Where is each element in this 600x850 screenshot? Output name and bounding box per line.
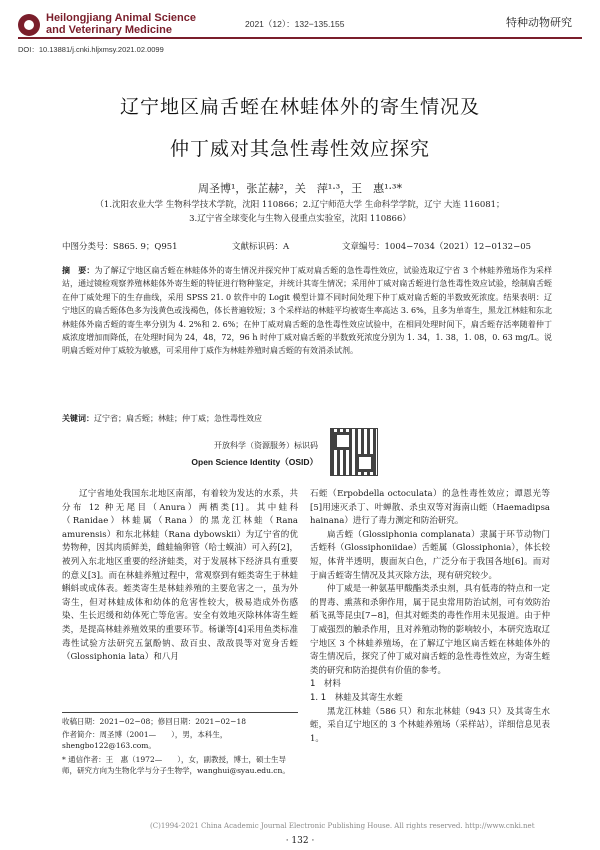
keywords-label: 关键词： bbox=[62, 413, 94, 423]
section-heading-1: 1 材料 bbox=[310, 679, 341, 690]
body-left-column bbox=[62, 488, 298, 665]
column-title: 特种动物研究 bbox=[506, 16, 572, 29]
article-number: 文章编号：1004−7034（2021）12−0132−05 bbox=[342, 242, 532, 252]
citation: 2021（12）：132−135.155 bbox=[245, 19, 345, 29]
abstract bbox=[62, 264, 552, 358]
keywords bbox=[62, 413, 552, 424]
affiliation-1: （1.沈阳农业大学 生物科学技术学院，沈阳 110866；2.辽宁师范大学 生命科学学院，辽宁 大连 116081； bbox=[95, 200, 505, 210]
page-number: · 132 · bbox=[285, 836, 315, 846]
abstract-label: 摘 要： bbox=[62, 265, 95, 275]
right-paragraph-3: 仲丁威是一种氨基甲酸酯类杀虫剂，具有低毒的特点和一定的胃毒、熏蒸和杀卵作用，属于昆虫常用防治试剂，可有效防治稻飞虱等昆虫[7−8]，但其对蛭类的毒性作用未见报道。由于仲丁威强烈的触杀作用，且对养殖动物的影响较小，本研究选取辽宁地区 3 个林蛙养殖场，在了解辽宁地区扁舌蛭在林蛙体外的寄生情况后，探究了仲丁威对扁舌蛭的急性毒性效应，为寄生蛭类的研究和防治提供有价值的参考。 bbox=[310, 584, 550, 676]
affiliation-2: 3.辽宁省全球变化与生物入侵重点实验室，沈阳 110866） bbox=[189, 214, 411, 224]
keywords-text: 辽宁省；扁舌蛭；林蛙；仲丁威；急性毒性效应 bbox=[94, 414, 262, 423]
header-rule bbox=[18, 37, 582, 39]
qr-code-icon[interactable] bbox=[330, 428, 378, 476]
right-paragraph-2: 扁舌蛭（Glossiphonia complanata）隶属于环节动物门舌蛭科（Glossiphoniidae）舌蛭属（Glossiphonia），体长较短，体背半透明，腹面灰白色，广泛分布于我国各地[6]。而对于扁舌蛭寄生情况及其灭除方法，现有研究较少。 bbox=[310, 529, 550, 581]
corresponding-author: * 通信作者：王 惠（1972— ），女，副教授，博士，硕士生导师，研究方向为生物化学与分子生物学，wanghui@syau.edu.cn。 bbox=[62, 755, 290, 775]
section-heading-1-1: 1. 1 林蛙及其寄生水蛭 bbox=[310, 692, 403, 703]
journal-name-line1: Heilongjiang Animal Science bbox=[46, 12, 196, 24]
document-code: 文献标识码：A bbox=[232, 242, 290, 252]
right-paragraph-1: 石蛭（Erpobdella octoculata）的急性毒性效应；谭恩光等[5]用速灭杀丁、叶蝉散、杀虫双等对海南山蛭（Haemadipsa hainana）进行了毒力测定和防治研究。 bbox=[310, 489, 550, 527]
title-line1: 辽宁地区扁舌蛭在林蛙体外的寄生情况及 bbox=[119, 96, 480, 118]
watermark: (C)1994-2021 China Academic Journal Electronic Publishing House. All rights reserved. http://www.cnki.net bbox=[150, 822, 535, 830]
clc-number: 中图分类号：S865. 9；Q951 bbox=[62, 242, 178, 252]
journal-name-line2: and Veterinary Medicine bbox=[46, 24, 172, 36]
section-1-1-text: 黑龙江林蛙（586 只）和东北林蛙（943 只）及其寄生水蛭，采自辽宁地区的 3 个林蛙养殖场（采样站），详细信息见表 1。 bbox=[310, 706, 550, 744]
author-bio: 作者简介：周圣博（2001— ），男，本科生，shengbo122@163.com。 bbox=[62, 730, 228, 750]
intro-paragraph: 辽宁省地处我国东北地区南部，有着较为发达的水系，共分布 12 种无尾目（Anura）两栖类[1]。其中蛙科（Ranidae）林蛙属（Rana）的黑龙江林蛙（Rana amurensis）和东北林蛙（Rana dybowskii）为辽宁省的优势物种，因其肉质鲜美，雌蛙输卵管（哈士蟆油）可入药[2]，被列入东北地区重要的经济蛙类，对于发展林下经济具有重要的意义[3]。而在林蛙养殖过程中，常观察到有蛭类寄生于林蛙蝌蚪或成体表。蛭类寄生是林蛙养殖的主要危害之一，虽为外寄生，但对林蛙成体和幼体的危害性较大，极易造成外伤感染、生长迟缓和幼体死亡等危害。安全有效地灭除林体寄生蛭类，是提高林蛙养殖效果的重要环节。杨谦等[4]采用鱼类标准毒性试验方法研究五氯酚钠、敌百虫、敌敌畏等对宽身舌蛭（Glossiphonia lata）和八月 bbox=[62, 489, 298, 663]
body-right-column bbox=[310, 488, 550, 746]
abstract-text: 为了解辽宁地区扁舌蛭在林蛙体外的寄生情况并探究仲丁威对扁舌蛭的急性毒性效应，试验选取辽宁省 3 个林蛙养殖场作为采样站，通过镜检观察养殖林蛙体外寄生蛭的特征进行物种鉴定，并统计其寄生情况；采用仲丁威对扁舌蛭进行急性毒性效应试验，绘制扁舌蛭在仲丁威处理下的生存曲线，采用 SPSS 21. 0 软件中的 Logit 模型计算不同时间处理下仲丁威对扁舌蛭的半数致死浓度。结果表明：辽宁地区的扁舌蛭体色多为浅黄色或浅褐色，体长普遍较短；3 个采样站的林蛙平均被寄生率高达 3. 6%，且多为单寄生，黑龙江林蛙和东北林蛙体外扁舌蛭的寄生率分别为 4. 2%和 2. 6%；在仲丁威对扁舌蛭的急性毒性效应试验中，在相同处理时间下，扁舌蛭存活率随着仲丁威浓度增加而降低，在处理时间为 24，48，72，96 h 时仲丁威对扁舌蛭的半数致死浓度分别为 1. 34，1. 38，1. 08，0. 63 mg/L。说明扁舌蛭对仲丁威较为敏感，可采用仲丁威作为林蛙养殖时扁舌蛭的有效消杀试剂。 bbox=[62, 266, 553, 356]
journal-name bbox=[46, 12, 196, 36]
title-line2: 仲丁威对其急性毒性效应探究 bbox=[169, 138, 430, 160]
authors: 周圣博¹，张芷赫²，关 萍¹·³，王 惠¹·³* bbox=[198, 182, 402, 195]
doi: DOI：10.13881/j.cnki.hljxmsy.2021.02.0099 bbox=[18, 45, 164, 54]
received-date: 收稿日期：2021−02−08；修回日期：2021−02−18 bbox=[62, 717, 246, 726]
osid-label-en: Open Science Identity（OSID） bbox=[191, 457, 318, 467]
footnote-rule bbox=[62, 712, 298, 713]
journal-logo bbox=[18, 14, 40, 36]
osid-label-cn: 开放科学（资源服务）标识码 bbox=[214, 441, 318, 450]
